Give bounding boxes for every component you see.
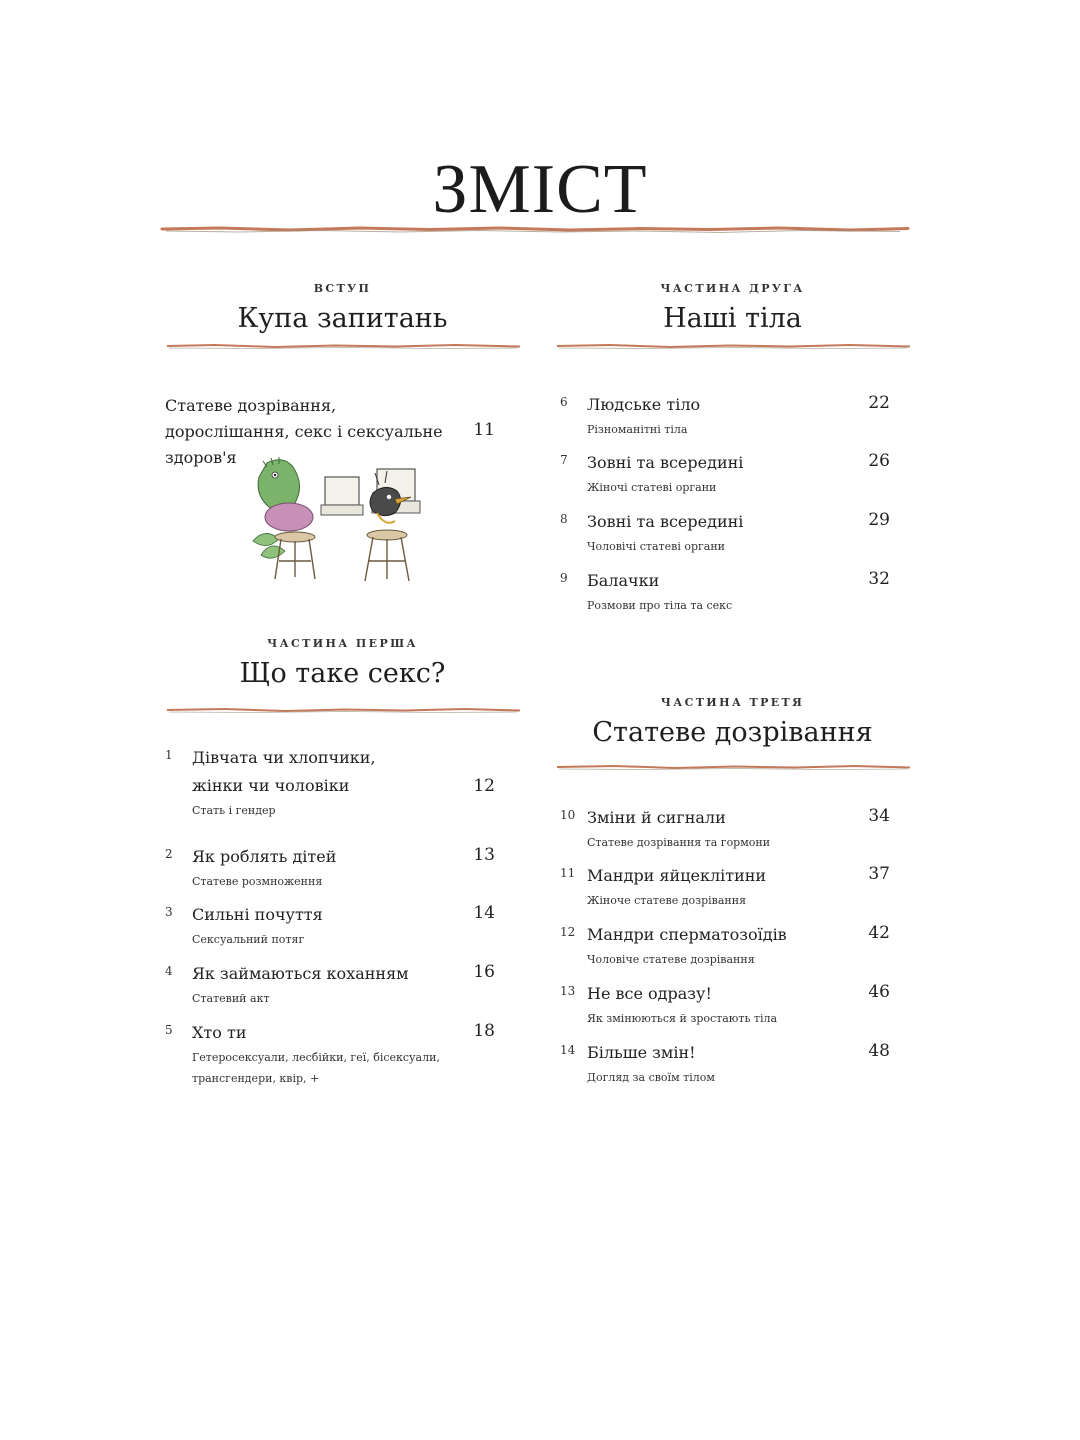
entry-page-number: 29 [868, 510, 890, 530]
intro-page-number: 11 [473, 420, 495, 440]
entry-subtitle: Сексуальний потяг [192, 933, 305, 946]
toc-entry[interactable] [560, 393, 895, 437]
entry-number: 1 [165, 748, 173, 762]
entry-title: Більше змін! [587, 1043, 696, 1062]
entry-number: 8 [560, 512, 568, 526]
part-two-rule [555, 340, 912, 352]
entry-subtitle: Статеве дозрівання та гормони [587, 836, 771, 849]
toc-entry[interactable] [165, 845, 500, 889]
entry-page-number: 32 [868, 569, 890, 589]
entry-page-number: 13 [473, 845, 495, 865]
entry-number: 4 [165, 964, 173, 978]
entry-subtitle: Розмови про тіла та секс [587, 599, 733, 612]
entry-number: 13 [560, 984, 576, 998]
entry-subtitle: Стать і гендер [192, 804, 276, 817]
toc-entry[interactable] [560, 806, 895, 850]
entry-subtitle: Різноманітні тіла [587, 423, 688, 436]
toc-entry[interactable] [165, 746, 500, 817]
part-three-kicker: ЧАСТИНА ТРЕТЯ [660, 696, 805, 709]
part-three-rule [555, 761, 912, 773]
illustration-creatures-at-computers [245, 455, 430, 595]
entry-page-number: 48 [868, 1041, 890, 1061]
part-one-rule [165, 704, 522, 716]
entry-page-number: 12 [473, 776, 495, 796]
entry-title: Як роблять дітей [192, 847, 337, 866]
entry-page-number: 22 [868, 393, 890, 413]
entry-subtitle: Чоловічі статеві органи [587, 540, 725, 553]
toc-entry[interactable] [560, 982, 895, 1026]
entry-page-number: 42 [868, 923, 890, 943]
toc-entry[interactable] [165, 903, 500, 947]
entry-page-number: 16 [473, 962, 495, 982]
entry-page-number: 37 [868, 864, 890, 884]
page-title: ЗМІСТ [432, 151, 648, 228]
entry-title: Зовні та всередині [587, 453, 744, 472]
entry-number: 12 [560, 925, 576, 939]
entry-number: 7 [560, 453, 568, 467]
entry-title: Балачки [587, 571, 660, 590]
entry-title: Сильні почуття [192, 905, 323, 924]
entry-page-number: 18 [473, 1021, 495, 1041]
entry-title: Дівчата чи хлопчики, [192, 748, 376, 767]
entry-subtitle: Статевий акт [192, 992, 270, 1005]
entry-subtitle: трансгендери, квір, + [192, 1072, 320, 1085]
entry-subtitle: Жіночі статеві органи [587, 481, 717, 494]
entry-number: 6 [560, 395, 568, 409]
toc-entry[interactable] [165, 1021, 500, 1091]
toc-entry[interactable] [560, 569, 895, 613]
part-one-heading: Що таке секс? [239, 658, 446, 689]
entry-page-number: 14 [473, 903, 495, 923]
entry-number: 9 [560, 571, 568, 585]
toc-entry[interactable] [560, 510, 895, 554]
entry-title: Людське тіло [587, 395, 701, 414]
intro-text: Статеве дозрівання, дорослішання, секс і сексуальне здоров'я [165, 396, 443, 467]
entry-page-number: 34 [868, 806, 890, 826]
title-rule [160, 220, 912, 238]
entry-subtitle: Статеве розмноження [192, 875, 323, 888]
intro-kicker: ВСТУП [313, 282, 372, 295]
part-two-kicker: ЧАСТИНА ДРУГА [660, 282, 805, 295]
entry-subtitle: Догляд за своїм тілом [587, 1071, 715, 1084]
entry-title: Мандри сперматозоїдів [587, 925, 787, 944]
toc-entry[interactable] [560, 1041, 895, 1085]
entry-number: 14 [560, 1043, 576, 1057]
part-one-kicker: ЧАСТИНА ПЕРША [267, 637, 418, 650]
entry-title: Як займаються коханням [192, 964, 409, 983]
entry-page-number: 46 [868, 982, 890, 1002]
entry-page-number: 26 [868, 451, 890, 471]
entry-number: 3 [165, 905, 173, 919]
entry-title: Не все одразу! [587, 984, 712, 1003]
entry-title: Зовні та всередині [587, 512, 744, 531]
toc-entry[interactable] [560, 923, 895, 967]
entry-number: 10 [560, 808, 576, 822]
entry-subtitle: Чоловіче статеве дозрівання [587, 953, 755, 966]
entry-title: Хто ти [192, 1023, 247, 1042]
part-two-heading: Наші тіла [663, 303, 802, 334]
entry-number: 5 [165, 1023, 173, 1037]
entry-title: жінки чи чоловіки [192, 776, 350, 795]
entry-subtitle: Жіноче статеве дозрівання [587, 894, 747, 907]
entry-subtitle: Гетеросексуали, лесбійки, геї, бісексуали, [192, 1051, 440, 1064]
entry-number: 2 [165, 847, 173, 861]
entry-title: Мандри яйцеклітини [587, 866, 767, 885]
entry-number: 11 [560, 866, 576, 880]
intro-rule [165, 340, 522, 352]
toc-entry[interactable] [165, 962, 500, 1006]
intro-heading: Купа запитань [237, 303, 448, 334]
toc-entry[interactable] [560, 451, 895, 495]
toc-entry[interactable] [560, 864, 895, 908]
entry-title: Зміни й сигнали [587, 808, 726, 827]
part-three-heading: Статеве дозрівання [592, 717, 873, 748]
entry-subtitle: Як змінюються й зростають тіла [587, 1012, 778, 1025]
